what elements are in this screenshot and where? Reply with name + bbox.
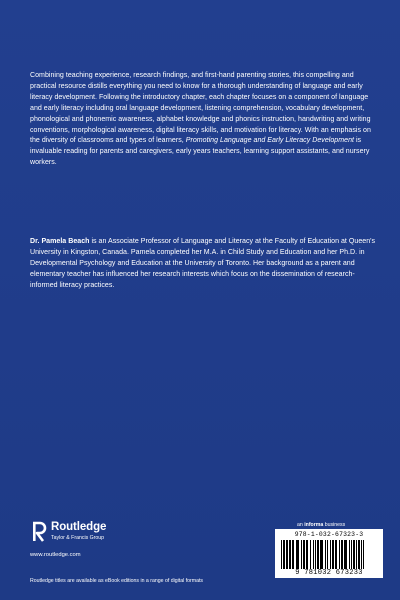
barcode-bar xyxy=(281,540,282,569)
barcode-bar xyxy=(356,540,357,569)
informa-suffix: business xyxy=(323,522,346,528)
barcode-bar xyxy=(306,540,308,569)
barcode-bar xyxy=(332,540,334,569)
barcode-bar xyxy=(301,540,302,569)
barcode-bar xyxy=(289,540,291,569)
barcode-bar xyxy=(330,540,331,569)
barcode-digits: 9 781032 673233 xyxy=(295,569,363,577)
barcode-bar xyxy=(283,540,284,569)
informa-business-label xyxy=(297,522,345,528)
barcode-bar xyxy=(339,540,340,569)
author-bio xyxy=(30,237,376,292)
barcode-bar xyxy=(317,540,319,569)
informa-prefix: an xyxy=(297,522,305,528)
barcode-bar xyxy=(363,540,364,569)
barcode-bar xyxy=(353,540,355,569)
blurb-paragraph xyxy=(30,71,376,169)
ebook-note: Routledge titles are available as eBook editions in a range of digital formats xyxy=(30,578,204,584)
barcode-bars xyxy=(281,540,377,569)
barcode-bar xyxy=(296,540,299,569)
isbn-barcode xyxy=(275,529,383,578)
barcode-bar xyxy=(315,540,316,569)
barcode-bar xyxy=(351,540,352,569)
blurb-text-end: is invaluable reading for parents and caregivers, early years teachers, learning support assistants, and nursery workers. xyxy=(30,137,370,167)
publisher-logo xyxy=(30,521,150,549)
barcode-bar xyxy=(361,540,362,569)
barcode-bar xyxy=(344,540,347,569)
barcode-bar xyxy=(320,540,323,569)
isbn-number: 978-1-032-67323-3 xyxy=(294,531,364,538)
barcode-bar xyxy=(327,540,328,569)
routledge-logo-icon xyxy=(30,521,48,543)
barcode-bar xyxy=(284,540,285,569)
publisher-website: www.routledge.com xyxy=(30,552,81,558)
barcode-bar xyxy=(292,540,294,569)
barcode-bar xyxy=(286,540,288,569)
author-bio-text: is an Associate Professor of Language and Literacy at the Faculty of Education at Queen's University in Kingston, Canada. Pamela completed her M.A. in Child Study and Education and her Ph.D. in Developmental Psychology and Education at the University of Toronto. Her background as a parent and elementary teacher has influenced her research interests which focus on the dissemination of research-informed literacy practices. xyxy=(30,238,376,289)
author-name: Dr. Pamela Beach xyxy=(30,238,90,245)
barcode-bar xyxy=(335,540,337,569)
publisher-subtitle: Taylor & Francis Group xyxy=(51,535,105,541)
barcode-bar xyxy=(303,540,305,569)
informa-word: informa xyxy=(304,522,324,528)
blurb-text-start: Combining teaching experience, research findings, and first-hand parenting stories, this compelling and practical resource distills everything you need to know for a thorough understanding of language and early literacy development. Following the introductory chapter, each chapter focuses on a component of language and early literacy including oral language development, listening comprehension, vocabulary development, phonological and phonemic awareness, alphabet knowledge and phonics instruction, handwriting and writing conventions, morphological awareness, digital literacy skills, and motivation for literacy. With an emphasis on the diversity of classrooms and types of learners, xyxy=(30,72,371,145)
barcode-bar xyxy=(341,540,343,569)
barcode-bar xyxy=(310,540,311,569)
publisher-name: Routledge xyxy=(51,521,107,533)
book-title: Promoting Language and Early Literacy Development xyxy=(185,137,354,145)
barcode-bar xyxy=(325,540,326,569)
barcode-bar xyxy=(349,540,350,569)
barcode-bar xyxy=(358,540,360,569)
barcode-bar xyxy=(313,540,314,569)
